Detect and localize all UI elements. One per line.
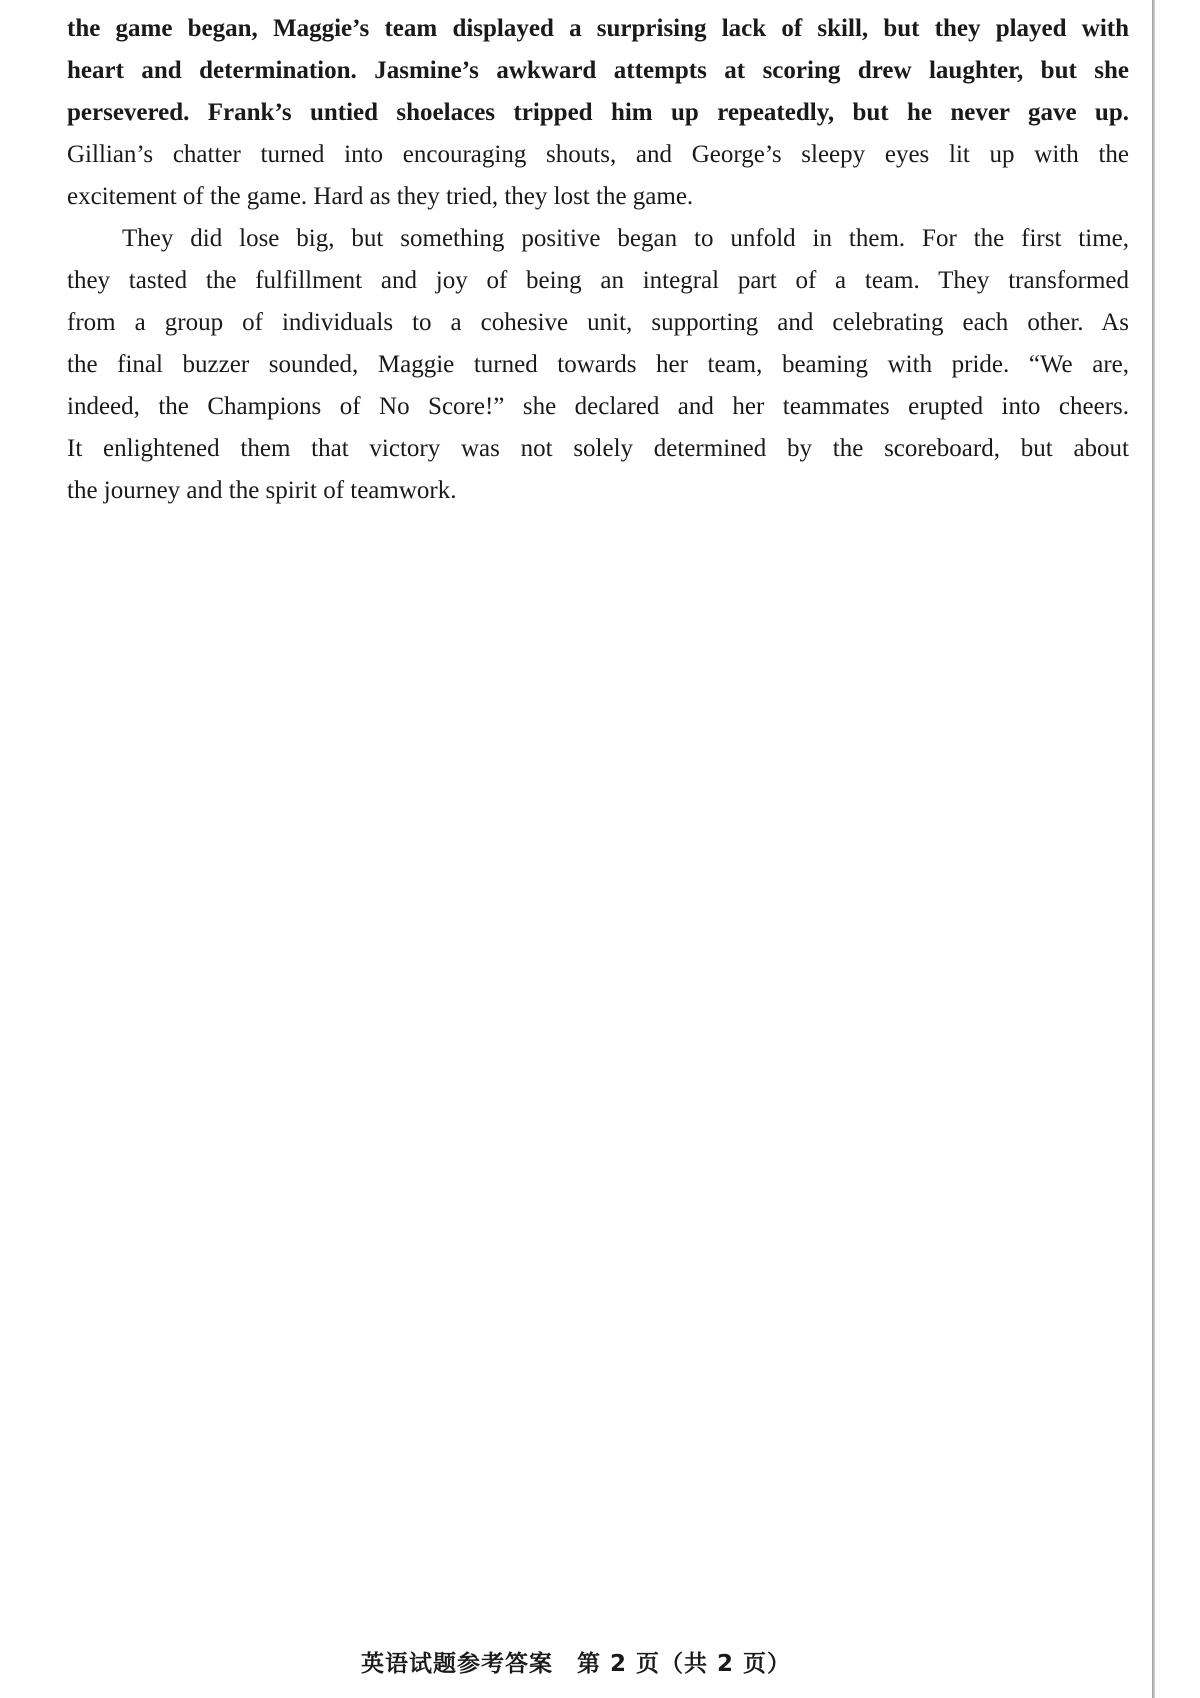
essay-text <box>67 8 1129 512</box>
text-line: persevered. Frank’s untied shoelaces tripped him up repeatedly, but he never gave up. <box>67 99 1129 126</box>
page-edge-rule <box>1152 0 1155 1698</box>
paragraph-1 <box>67 8 1129 218</box>
text-line: the final buzzer sounded, Maggie turned towards her team, beaming with pride. “We are, <box>67 351 1129 378</box>
text-line: indeed, the Champions of No Score!” she declared and her teammates erupted into cheers. <box>67 393 1129 420</box>
text-line: They did lose big, but something positive began to unfold in them. For the first time, <box>122 225 1129 252</box>
text-line: Gillian’s chatter turned into encouraging shouts, and George’s sleepy eyes lit up with the <box>67 141 1129 168</box>
text-line: from a group of individuals to a cohesive unit, supporting and celebrating each other. As <box>67 309 1129 336</box>
paragraph-2 <box>67 218 1129 512</box>
text-line: excitement of the game. Hard as they tried, they lost the game. <box>67 183 694 210</box>
text-line: they tasted the fulfillment and joy of being an integral part of a team. They transformed <box>67 267 1129 294</box>
text-line: heart and determination. Jasmine’s awkward attempts at scoring drew laughter, but she <box>67 57 1129 84</box>
text-line: It enlightened them that victory was not solely determined by the scoreboard, but about <box>67 435 1129 462</box>
text-line: the game began, Maggie’s team displayed a surprising lack of skill, but they played with <box>67 15 1129 42</box>
page-footer: 英语试题参考答案 第 2 页（共 2 页） <box>360 1651 792 1677</box>
text-line: the journey and the spirit of teamwork. <box>67 477 457 504</box>
